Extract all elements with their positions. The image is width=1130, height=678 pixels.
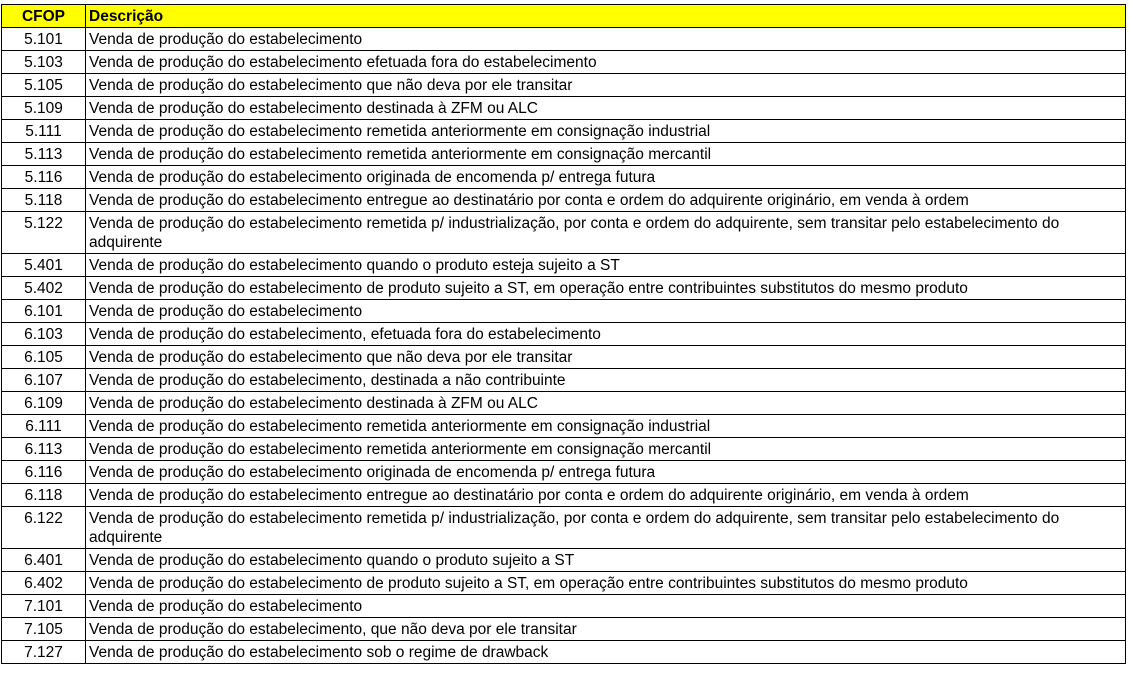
table-row (2, 212, 1126, 254)
table-row (2, 572, 1126, 595)
table-row (2, 507, 1126, 549)
table-row (2, 641, 1126, 664)
cfop-code-cell: 6.105 (2, 346, 86, 369)
table-row (2, 323, 1126, 346)
description-cell: Venda de produção do estabelecimento que não deva por ele transitar (86, 346, 1126, 369)
header-row (2, 5, 1126, 28)
description-cell: Venda de produção do estabelecimento remetida anteriormente em consignação industrial (86, 415, 1126, 438)
description-cell: Venda de produção do estabelecimento destinada à ZFM ou ALC (86, 97, 1126, 120)
table-row (2, 166, 1126, 189)
cfop-code-cell: 5.103 (2, 51, 86, 74)
cfop-code-cell: 6.107 (2, 369, 86, 392)
cfop-table (1, 4, 1126, 664)
cfop-code-cell: 6.402 (2, 572, 86, 595)
description-cell: Venda de produção do estabelecimento, destinada a não contribuinte (86, 369, 1126, 392)
table-row (2, 277, 1126, 300)
table-row (2, 461, 1126, 484)
cfop-code-cell: 6.116 (2, 461, 86, 484)
table-row (2, 392, 1126, 415)
cfop-code-cell: 5.122 (2, 212, 86, 254)
description-cell: Venda de produção do estabelecimento remetida anteriormente em consignação mercantil (86, 438, 1126, 461)
cfop-code-cell: 6.118 (2, 484, 86, 507)
description-cell: Venda de produção do estabelecimento remetida anteriormente em consignação industrial (86, 120, 1126, 143)
description-cell: Venda de produção do estabelecimento, que não deva por ele transitar (86, 618, 1126, 641)
table-row (2, 51, 1126, 74)
cfop-code-cell: 5.101 (2, 28, 86, 51)
description-cell: Venda de produção do estabelecimento, efetuada fora do estabelecimento (86, 323, 1126, 346)
cfop-code-cell: 7.127 (2, 641, 86, 664)
table-row (2, 549, 1126, 572)
header-cfop: CFOP (2, 5, 86, 28)
description-cell: Venda de produção do estabelecimento originada de encomenda p/ entrega futura (86, 166, 1126, 189)
description-cell: Venda de produção do estabelecimento (86, 300, 1126, 323)
table-row (2, 438, 1126, 461)
table-header (2, 5, 1126, 28)
table-row (2, 484, 1126, 507)
table-row (2, 415, 1126, 438)
table-row (2, 28, 1126, 51)
cfop-code-cell: 5.111 (2, 120, 86, 143)
header-description: Descrição (86, 5, 1126, 28)
cfop-code-cell: 7.101 (2, 595, 86, 618)
cfop-code-cell: 5.109 (2, 97, 86, 120)
description-cell: Venda de produção do estabelecimento destinada à ZFM ou ALC (86, 392, 1126, 415)
table-row (2, 97, 1126, 120)
description-cell: Venda de produção do estabelecimento remetida p/ industrialização, por conta e ordem do adquirente, sem transitar pelo estabelecimento do adquirente (86, 507, 1126, 549)
table-row (2, 189, 1126, 212)
cfop-code-cell: 6.122 (2, 507, 86, 549)
cfop-code-cell: 5.116 (2, 166, 86, 189)
description-cell: Venda de produção do estabelecimento sob o regime de drawback (86, 641, 1126, 664)
cfop-code-cell: 5.113 (2, 143, 86, 166)
table-row (2, 618, 1126, 641)
cfop-code-cell: 5.105 (2, 74, 86, 97)
cfop-code-cell: 6.109 (2, 392, 86, 415)
description-cell: Venda de produção do estabelecimento quando o produto sujeito a ST (86, 549, 1126, 572)
table-row (2, 254, 1126, 277)
table-row (2, 74, 1126, 97)
description-cell: Venda de produção do estabelecimento (86, 595, 1126, 618)
table-row (2, 346, 1126, 369)
description-cell: Venda de produção do estabelecimento efetuada fora do estabelecimento (86, 51, 1126, 74)
table-row (2, 120, 1126, 143)
cfop-code-cell: 5.401 (2, 254, 86, 277)
table-body (2, 28, 1126, 664)
cfop-code-cell: 6.401 (2, 549, 86, 572)
description-cell: Venda de produção do estabelecimento entregue ao destinatário por conta e ordem do adquirente originário, em venda à ordem (86, 189, 1126, 212)
description-cell: Venda de produção do estabelecimento de produto sujeito a ST, em operação entre contribuintes substitutos do mesmo produto (86, 277, 1126, 300)
table-row (2, 143, 1126, 166)
table-row (2, 300, 1126, 323)
description-cell: Venda de produção do estabelecimento originada de encomenda p/ entrega futura (86, 461, 1126, 484)
description-cell: Venda de produção do estabelecimento remetida p/ industrialização, por conta e ordem do adquirente, sem transitar pelo estabelecimento do adquirente (86, 212, 1126, 254)
table-row (2, 595, 1126, 618)
cfop-code-cell: 6.111 (2, 415, 86, 438)
description-cell: Venda de produção do estabelecimento que não deva por ele transitar (86, 74, 1126, 97)
cfop-code-cell: 5.402 (2, 277, 86, 300)
cfop-code-cell: 6.101 (2, 300, 86, 323)
cfop-code-cell: 5.118 (2, 189, 86, 212)
description-cell: Venda de produção do estabelecimento remetida anteriormente em consignação mercantil (86, 143, 1126, 166)
cfop-code-cell: 6.103 (2, 323, 86, 346)
description-cell: Venda de produção do estabelecimento entregue ao destinatário por conta e ordem do adquirente originário, em venda à ordem (86, 484, 1126, 507)
table-row (2, 369, 1126, 392)
description-cell: Venda de produção do estabelecimento (86, 28, 1126, 51)
cfop-code-cell: 6.113 (2, 438, 86, 461)
description-cell: Venda de produção do estabelecimento de produto sujeito a ST, em operação entre contribuintes substitutos do mesmo produto (86, 572, 1126, 595)
cfop-code-cell: 7.105 (2, 618, 86, 641)
description-cell: Venda de produção do estabelecimento quando o produto esteja sujeito a ST (86, 254, 1126, 277)
